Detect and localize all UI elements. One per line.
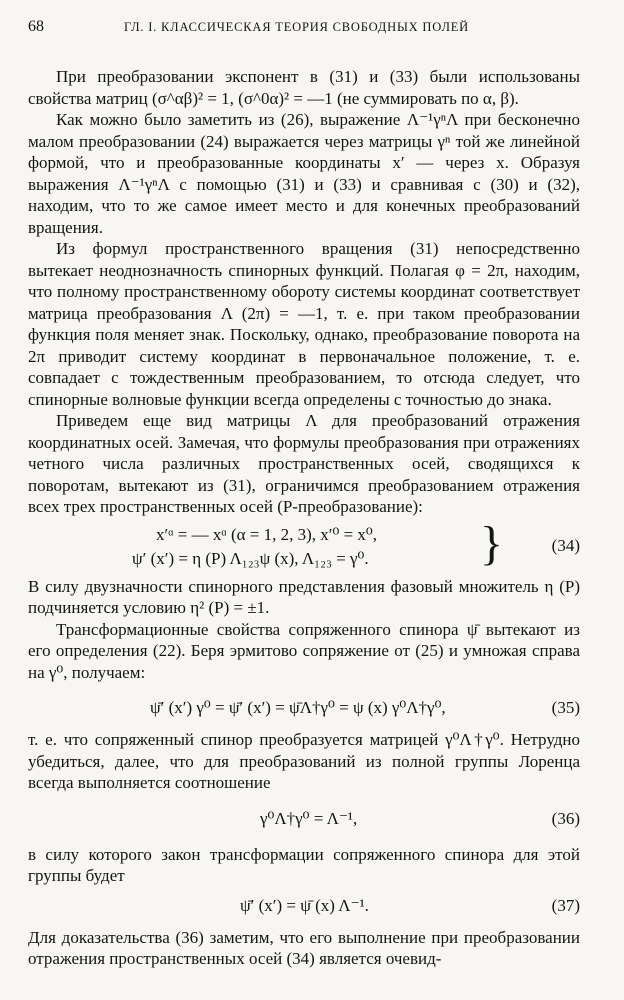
equation-37-body: ψ̄′ (x′) = ψ̄ (x) Λ⁻¹. (240, 895, 369, 915)
running-title: ГЛ. I. КЛАССИЧЕСКАЯ ТЕОРИЯ СВОБОДНЫХ ПОЛЕЙ (124, 20, 469, 34)
paragraph-3: Из формул пространственного вращения (31) непосредственно вытекает неоднозначность спинорных функций. Полагая φ = 2π, находим, что полному пространственному обороту системы координат соответствует матрица преобразования Λ (2π) = —1, т. е. при таком преобразовании функция поля меняет знак. Поскольку, однако, преобразование поворота на 2π приводит систему координат в первоначальное положение, т. е. совпадает с тождественным преобразованием, то отсюда следует, что спинорные волновые функции всегда определены с точностью до знака. (28, 239, 580, 409)
equation-37 (28, 887, 580, 927)
equation-number-37: (37) (551, 895, 580, 915)
paragraph-1: При преобразовании экспонент в (31) и (33) были использованы свойства матриц (σ^αβ)² = 1, (σ^0α)² = —1 (не суммировать по α, β). (28, 67, 580, 108)
page-header (28, 18, 580, 42)
equation-number-34: (34) (551, 535, 580, 555)
equation-35-body: ψ̄′ (x′) γ⁰ = ψ̄′ (x′) = ψ̄Λ†γ⁰ = ψ (x) γ⁰Λ†γ⁰, (150, 698, 446, 717)
paragraph-6: Трансформационные свойства сопряженного спинора ψ̄ вытекают из его определения (22). Беря эрмитово сопряжение от (25) и умножая справа на γ⁰, получаем: (28, 619, 580, 682)
equation-34 (28, 516, 580, 576)
page-body (28, 66, 580, 970)
equation-34-line-1: x′ᵅ = — xᵅ (α = 1, 2, 3), x′⁰ = x⁰, (156, 524, 377, 544)
right-brace: } (480, 516, 504, 570)
paragraph-7: т. е. что сопряженный спинор преобразуется матрицей γ⁰Λ†γ⁰. Нетрудно убедиться, далее, что для преобразований из полной группы Лоренца всегда выполняется соотношение (28, 730, 580, 792)
paragraph-9: Для доказательства (36) заметим, что его выполнение при преобразовании отражения пространственных осей (34) является очевид- (28, 927, 580, 968)
equation-number-35: (35) (551, 698, 580, 717)
paragraph-8: в силу которого закон трансформации сопряженного спинора для этой группы будет (28, 844, 580, 885)
paragraph-2: Как можно было заметить из (26), выражение Λ⁻¹γⁿΛ при бесконечно малом преобразовании (24) выражается через матрицы γⁿ той же линейной формой, что и преобразованные координаты x′ — через x. Образуя выражения Λ⁻¹γⁿΛ с помощью (31) и (33) и сравнивая с (30) и (32), находим, что то же самое имеет место и для конечных преобразований вращения. (28, 110, 580, 237)
equation-35 (28, 683, 580, 729)
equation-number-36: (36) (551, 808, 580, 828)
equation-36 (28, 794, 580, 844)
equation-36-body: γ⁰Λ†γ⁰ = Λ⁻¹, (260, 808, 358, 828)
paragraph-4: Приведем еще вид матрицы Λ для преобразований отражения координатных осей. Замечая, что формулы преобразования при отражениях четного числа различных пространственных осей, сводящихся к поворотам, вытекают из (31), ограничимся преобразованием отражения всех трех пространственных осей (P-преобразование): (28, 411, 580, 516)
page-number: 68 (28, 18, 44, 35)
paragraph-5: В силу двузначности спинорного представления фазовый множитель η (P) подчиняется условию η² (P) = ±1. (28, 576, 580, 617)
equation-34-line-2: ψ′ (x′) = η (P) Λ₁₂₃ψ (x), Λ₁₂₃ = γ⁰. (132, 548, 369, 568)
